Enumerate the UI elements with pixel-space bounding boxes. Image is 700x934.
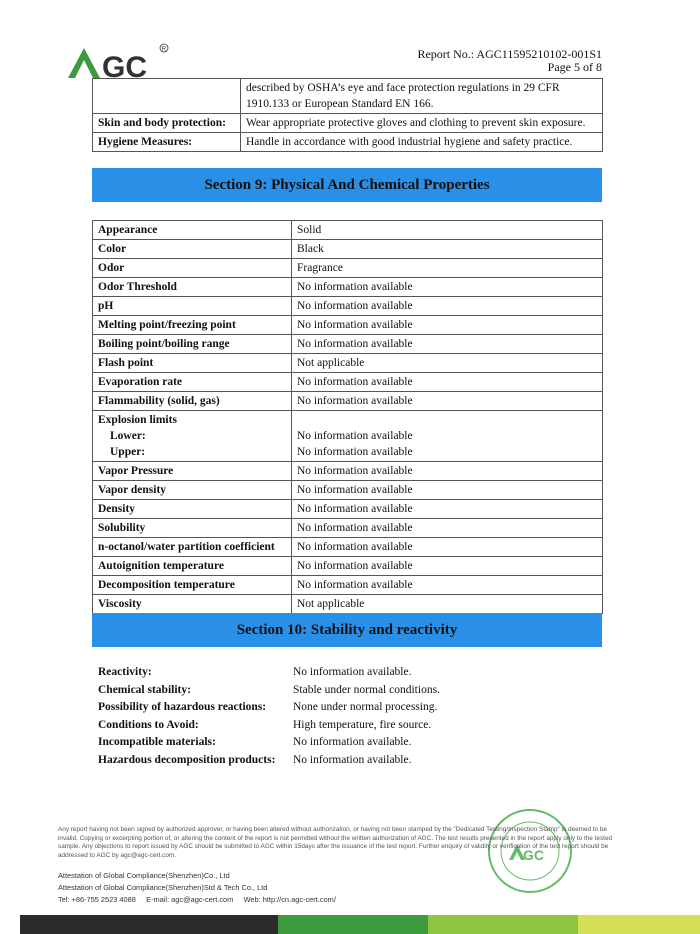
property-value: No information available xyxy=(292,392,603,411)
svg-text:R: R xyxy=(161,46,167,53)
property-label: Appearance xyxy=(93,221,292,240)
property-row xyxy=(93,373,603,392)
property-row xyxy=(93,354,603,373)
company-line-2: Attestation of Global Compliance(Shenzhen)Std & Tech Co., Ltd xyxy=(58,883,268,892)
property-label: n-octanol/water partition coefficient xyxy=(93,538,292,557)
reactivity-value: High temperature, fire source. xyxy=(293,718,432,731)
ppe-label: Hygiene Measures: xyxy=(93,133,241,152)
property-label: Solubility xyxy=(93,519,292,538)
explosion-sublabel: Lower: xyxy=(110,430,146,442)
footer-bar-segment xyxy=(578,915,700,934)
reactivity-row xyxy=(98,699,440,717)
report-number: Report No.: AGC11595210102-001S1 xyxy=(417,47,602,61)
property-label: Boiling point/boiling range xyxy=(93,335,292,354)
property-row xyxy=(93,335,603,354)
property-value: No information available xyxy=(292,576,603,595)
property-label: Viscosity xyxy=(93,595,292,614)
property-value: No information available xyxy=(292,297,603,316)
property-row xyxy=(93,500,603,519)
property-row xyxy=(93,259,603,278)
ppe-value: Wear appropriate protective gloves and clothing to prevent skin exposure. xyxy=(241,114,603,133)
property-value: Not applicable xyxy=(292,595,603,614)
reactivity-label: Possibility of hazardous reactions: xyxy=(98,701,267,713)
reactivity-value: No information available. xyxy=(293,753,412,766)
property-value: No information available xyxy=(292,373,603,392)
property-row xyxy=(93,576,603,595)
property-value: No information available xyxy=(292,500,603,519)
property-label: Density xyxy=(93,500,292,519)
explosion-subvalue: No information available xyxy=(297,446,413,458)
page-number: Page 5 of 8 xyxy=(547,60,602,74)
property-label: Flammability (solid, gas) xyxy=(93,392,292,411)
property-row xyxy=(93,538,603,557)
svg-text:GC: GC xyxy=(523,847,544,863)
property-label: Flash point xyxy=(93,354,292,373)
company-info xyxy=(58,870,336,906)
explosion-subvalue: No information available xyxy=(297,430,413,442)
reactivity-row xyxy=(98,664,440,682)
explosion-limits-label: Explosion limits xyxy=(98,414,177,426)
property-row xyxy=(93,595,603,614)
footer-bar-segment xyxy=(278,915,428,934)
property-value: No information available xyxy=(292,462,603,481)
reactivity-row xyxy=(98,752,440,770)
property-value xyxy=(292,411,603,462)
footer-bar-segment xyxy=(20,915,278,934)
property-row xyxy=(93,557,603,576)
section-9-header: Section 9: Physical And Chemical Properties xyxy=(92,168,602,202)
property-value: Not applicable xyxy=(292,354,603,373)
property-value: No information available xyxy=(292,481,603,500)
ppe-table xyxy=(92,78,603,152)
property-label: Autoignition temperature xyxy=(93,557,292,576)
property-label: Vapor density xyxy=(93,481,292,500)
reactivity-label: Incompatible materials: xyxy=(98,736,216,748)
property-label xyxy=(93,411,292,462)
property-row xyxy=(93,392,603,411)
reactivity-value: No information available. xyxy=(293,736,412,748)
property-label: Odor xyxy=(93,259,292,278)
ppe-label xyxy=(93,79,241,114)
contact-line: Tel: +86-755 2523 4088 E-mail: agc@agc-cert.com Web: http://cn.agc-cert.com/ xyxy=(58,895,336,904)
property-value: No information available xyxy=(292,557,603,576)
property-label: Melting point/freezing point xyxy=(93,316,292,335)
property-value: No information available xyxy=(292,538,603,557)
reactivity-value: Stable under normal conditions. xyxy=(293,683,440,696)
explosion-sublabel: Upper: xyxy=(110,446,146,458)
property-row xyxy=(93,297,603,316)
property-value: Fragrance xyxy=(292,259,603,278)
reactivity-row xyxy=(98,682,440,700)
disclaimer: Any report having not been signed by authorized approver, or having been altered without authorization, or having not been stamped by the "Dedicated Testing/Inspection Stamp" is deemed to be invalid. Copying or excerpting portion of, or altering the content of the report is not permitted without the written authorization of AGC. The test results presented in the report apply only to the tested sample. Any objections to report issued by AGC should be submitted to AGC within 15days after the issuance of the test report. Further enquiry of validity or verification of the test report should be addressed to AGC by agc@agc-cert.com. xyxy=(58,826,613,859)
reactivity-label: Conditions to Avoid: xyxy=(98,718,199,731)
reactivity-label: Hazardous decomposition products: xyxy=(98,753,276,766)
reactivity-list xyxy=(98,664,440,769)
property-label: Vapor Pressure xyxy=(93,462,292,481)
svg-text:GC: GC xyxy=(102,51,147,84)
property-label: pH xyxy=(93,297,292,316)
reactivity-value: No information available. xyxy=(293,666,412,678)
property-row xyxy=(93,240,603,259)
physical-properties-table xyxy=(92,220,603,614)
reactivity-row xyxy=(98,717,440,735)
ppe-row xyxy=(93,114,603,133)
property-row xyxy=(93,316,603,335)
property-label: Evaporation rate xyxy=(93,373,292,392)
property-row xyxy=(93,481,603,500)
property-row xyxy=(93,411,603,462)
property-value: No information available xyxy=(292,519,603,538)
property-value: No information available xyxy=(292,278,603,297)
property-value: No information available xyxy=(292,335,603,354)
reactivity-value: None under normal processing. xyxy=(293,701,438,713)
property-row xyxy=(93,462,603,481)
property-value: Black xyxy=(292,240,603,259)
reactivity-label: Chemical stability: xyxy=(98,683,191,696)
company-line-1: Attestation of Global Compliance(Shenzhen)Co., Ltd xyxy=(58,871,230,880)
property-value: Solid xyxy=(292,221,603,240)
section-10-header: Section 10: Stability and reactivity xyxy=(92,613,602,647)
ppe-row xyxy=(93,133,603,152)
ppe-value: described by OSHA’s eye and face protection regulations in 29 CFR 1910.133 or European Standard EN 166. xyxy=(241,79,603,114)
ppe-row xyxy=(93,79,603,114)
property-label: Decomposition temperature xyxy=(93,576,292,595)
reactivity-label: Reactivity: xyxy=(98,666,152,678)
property-label: Color xyxy=(93,240,292,259)
property-row xyxy=(93,278,603,297)
ppe-value: Handle in accordance with good industrial hygiene and safety practice. xyxy=(241,133,603,152)
footer-bar-segment xyxy=(428,915,578,934)
property-label: Odor Threshold xyxy=(93,278,292,297)
property-value: No information available xyxy=(292,316,603,335)
footer-color-bar xyxy=(20,915,700,934)
ppe-label: Skin and body protection: xyxy=(93,114,241,133)
property-row xyxy=(93,519,603,538)
reactivity-row xyxy=(98,734,440,752)
property-row xyxy=(93,221,603,240)
